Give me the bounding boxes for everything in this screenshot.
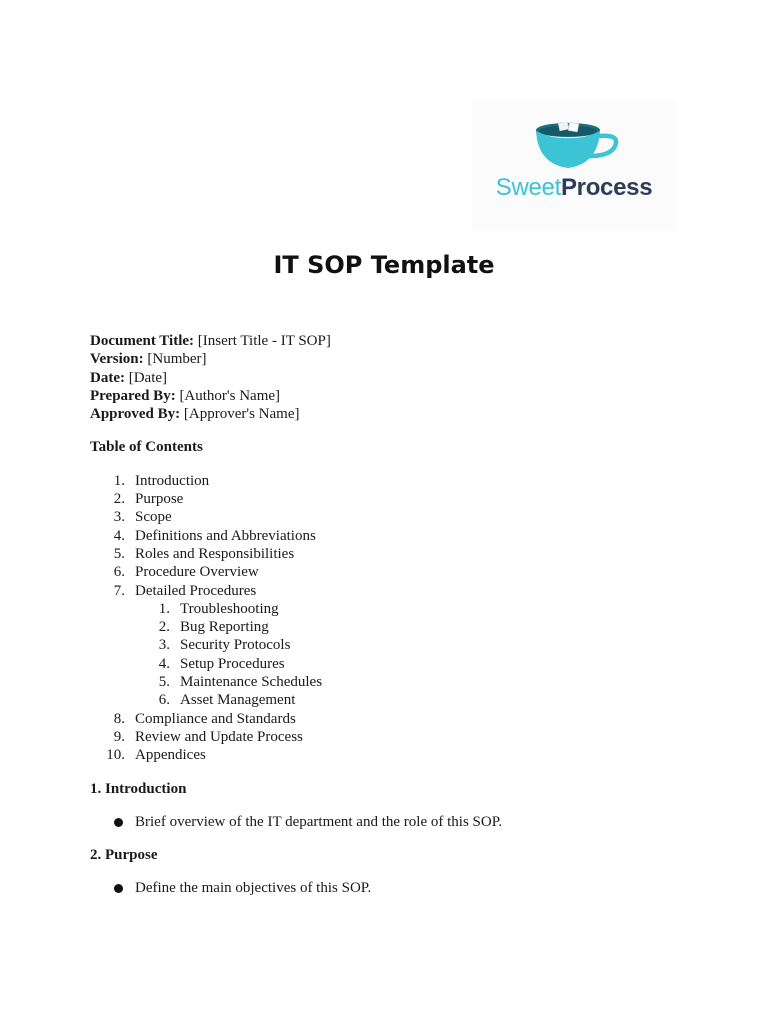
toc-number: 9. bbox=[113, 728, 125, 745]
toc-item bbox=[90, 746, 710, 764]
toc-text: Detailed Procedures bbox=[135, 582, 257, 599]
toc-sub-item bbox=[135, 600, 710, 618]
toc-sub-item bbox=[135, 673, 710, 691]
list-item bbox=[90, 879, 710, 897]
toc-item bbox=[90, 472, 710, 490]
toc-sub-number: 6. bbox=[158, 692, 170, 709]
bullet-icon bbox=[114, 818, 123, 827]
toc-item bbox=[90, 490, 710, 508]
toc-text: Purpose bbox=[135, 491, 184, 508]
teacup-icon bbox=[528, 122, 624, 172]
logo-word-process: Process bbox=[560, 174, 653, 201]
toc-sub-item bbox=[135, 636, 710, 654]
toc-text: Definitions and Abbreviations bbox=[135, 527, 316, 544]
section-heading-purpose: 2. Purpose bbox=[90, 847, 158, 864]
meta-approved-by bbox=[90, 405, 710, 423]
toc-text: Compliance and Standards bbox=[135, 710, 296, 727]
purpose-bullets bbox=[90, 879, 710, 897]
toc-item bbox=[90, 728, 710, 746]
toc-sub-item bbox=[135, 691, 710, 709]
toc-number: 1. bbox=[113, 472, 125, 489]
toc-text: Introduction bbox=[135, 472, 210, 489]
meta-value: [Author's Name] bbox=[179, 387, 281, 404]
meta-prepared-by bbox=[90, 387, 710, 405]
toc-number: 7. bbox=[113, 582, 125, 599]
table-of-contents bbox=[90, 472, 710, 765]
toc-item bbox=[90, 545, 710, 563]
toc-sub-item bbox=[135, 655, 710, 673]
sweetprocess-logo bbox=[472, 100, 676, 230]
toc-number: 8. bbox=[113, 710, 125, 727]
toc-sub-item bbox=[135, 618, 710, 636]
toc-sub-number: 1. bbox=[158, 600, 170, 617]
toc-sub-text: Security Protocols bbox=[180, 637, 291, 654]
bullet-icon bbox=[114, 884, 123, 893]
meta-value: [Insert Title - IT SOP] bbox=[197, 333, 331, 349]
toc-sub-number: 4. bbox=[158, 655, 170, 672]
toc-text: Appendices bbox=[135, 747, 206, 764]
meta-value: [Approver's Name] bbox=[183, 406, 300, 423]
logo-wordmark bbox=[472, 174, 676, 202]
bullet-text: Brief overview of the IT department and the role of this SOP. bbox=[135, 813, 503, 830]
meta-label: Prepared By: bbox=[90, 387, 176, 404]
toc-sub-number: 5. bbox=[158, 674, 170, 691]
toc-number: 6. bbox=[113, 564, 125, 581]
toc-text: Review and Update Process bbox=[135, 728, 303, 745]
meta-value: [Number] bbox=[147, 351, 207, 368]
document-body bbox=[90, 332, 710, 898]
toc-number: 2. bbox=[113, 491, 125, 508]
toc-sub-number: 3. bbox=[158, 637, 170, 654]
list-item bbox=[90, 813, 710, 831]
toc-text: Procedure Overview bbox=[135, 564, 259, 581]
metadata-block bbox=[90, 332, 710, 423]
toc-number: 10. bbox=[106, 747, 125, 764]
meta-label: Approved By: bbox=[90, 406, 181, 423]
toc-text: Scope bbox=[135, 509, 172, 526]
toc-sub-text: Maintenance Schedules bbox=[180, 674, 323, 691]
meta-value: [Date] bbox=[128, 369, 168, 386]
toc-number: 4. bbox=[113, 527, 125, 544]
meta-label: Version: bbox=[90, 351, 144, 368]
meta-label: Document Title: bbox=[90, 333, 195, 349]
document-title: IT SOP Template bbox=[273, 251, 495, 279]
toc-item bbox=[90, 710, 710, 728]
toc-sub-text: Setup Procedures bbox=[180, 655, 285, 672]
toc-sub-number: 2. bbox=[158, 619, 170, 636]
toc-number: 3. bbox=[113, 509, 125, 526]
toc-text: Roles and Responsibilities bbox=[135, 545, 295, 562]
toc-item bbox=[90, 527, 710, 545]
toc-sub-text: Troubleshooting bbox=[180, 600, 279, 617]
toc-number: 5. bbox=[113, 545, 125, 562]
bullet-text: Define the main objectives of this SOP. bbox=[135, 880, 372, 897]
logo-word-sweet: Sweet bbox=[495, 174, 561, 201]
toc-heading: Table of Contents bbox=[90, 439, 203, 456]
meta-label: Date: bbox=[90, 369, 125, 386]
toc-sub-list bbox=[135, 600, 710, 710]
toc-sub-text: Asset Management bbox=[180, 692, 296, 709]
toc-item bbox=[90, 582, 710, 710]
meta-document-title bbox=[90, 332, 710, 350]
toc-item bbox=[90, 508, 710, 526]
introduction-bullets bbox=[90, 813, 710, 831]
toc-item bbox=[90, 563, 710, 581]
section-heading-introduction: 1. Introduction bbox=[90, 780, 187, 797]
meta-version bbox=[90, 350, 710, 368]
toc-sub-text: Bug Reporting bbox=[180, 619, 269, 636]
meta-date bbox=[90, 369, 710, 387]
